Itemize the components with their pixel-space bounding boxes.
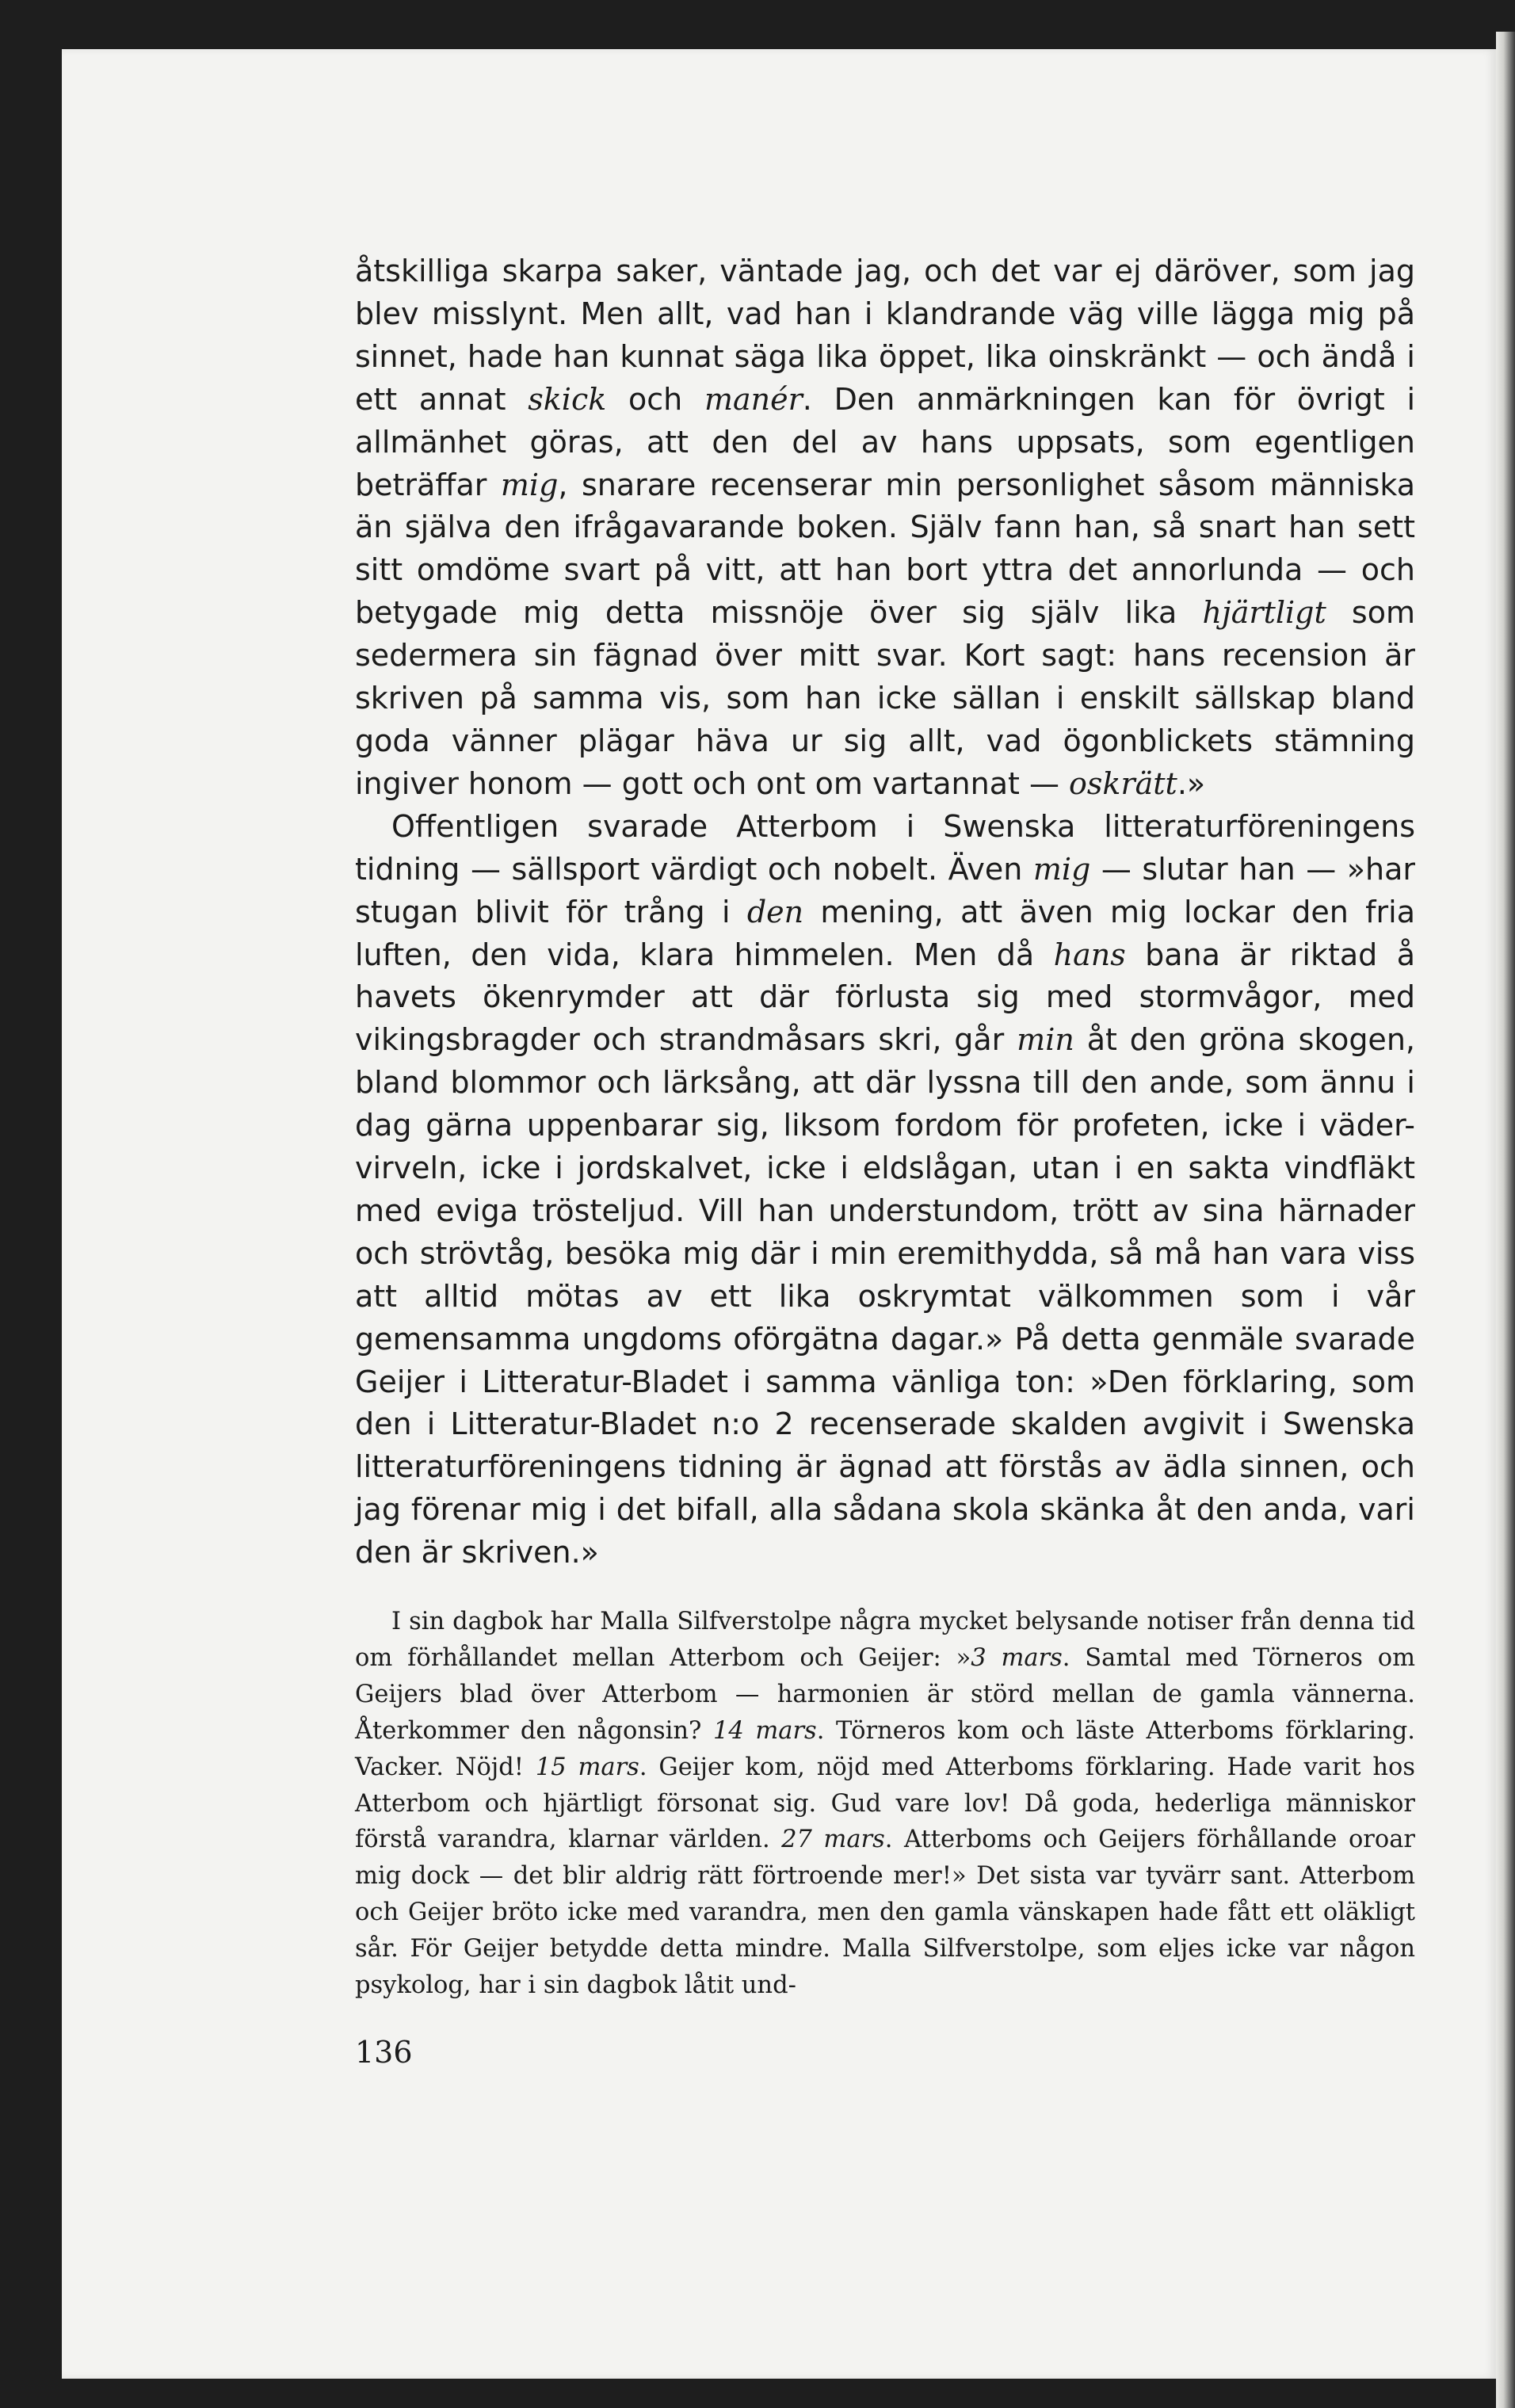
- footnote-run-6: . Geijer kom, nöjd med Atterboms förklaring. Hade varit hos Atterbom och hjärtligt försonat sig. Gud vare lov! Då goda, hederliga människor förstå varandra, klarnar världen.: [355, 1753, 1416, 1854]
- page-number: 136: [355, 2035, 413, 2070]
- paragraph-1: [355, 250, 1415, 806]
- paragraph-2-run-6: bana är riktad å havets ökenrymder att där förlusta sig med stormvågor, med vikingsbragder och strandmåsars skri, går: [355, 937, 1415, 1058]
- paragraph-1-run-8: som sedermera sin fägnad över mitt svar. Kort sagt: hans recension är skriven på samma vis, som han icke sällan i enskilt sällskap bland goda vänner plägar häva ur sig allt, vad ögonblickets stämning ingiver honom — gott och ont om vartannat —: [355, 595, 1415, 801]
- footnote-italic-5: 15 mars: [535, 1753, 639, 1781]
- footnote-run-8: . Atterboms och Geijers förhållande oroar mig dock — det blir aldrig rätt förtroende mer!» Det sista var tyvärr sant. Atterbom och Geijer bröto icke med varandra, men den gamla vänskapen hade fått ett oläkligt sår. För Geijer betydde detta mindre. Malla Silfverstolpe, som eljes icke var någon psykolog, har i sin dagbok låtit und-: [355, 1826, 1416, 2000]
- paragraph-1-run-0: åtskilliga skarpa saker, väntade jag, och det var ej däröver, som jag blev misslynt. Men allt, vad han i klandrande väg ville lägga mig på sinnet, hade han kunnat säga lika öppet, lika oinskränkt — och ändå i ett annat: [355, 254, 1415, 417]
- paragraph-2-italic-1: mig: [1032, 851, 1091, 887]
- footnote-run-4: . Törneros kom och läste Atterboms förklaring. Vacker. Nöjd!: [355, 1716, 1415, 1781]
- paragraph-1-italic-3: manér: [704, 381, 803, 417]
- footnote-run-2: . Samtal med Törneros om Geijers blad över Atterbom — harmonien är störd mellan de gamla vännerna. Återkommer den någonsin?: [355, 1643, 1415, 1745]
- paragraph-1-italic-7: hjärtligt: [1202, 595, 1326, 631]
- paragraph-2-italic-5: hans: [1053, 937, 1126, 972]
- paragraph-2-run-2: — slutar han — »har stugan blivit för trång i: [355, 851, 1415, 929]
- paragraph-1-run-6: , snarare recenserar min personlighet såsom människa än själva den ifrågavarande boken. Själv fann han, så snart han sett sitt omdöme svart på vitt, att han bort yttra det annorlunda — och betygade mig detta missnöje över sig själv lika: [355, 467, 1415, 631]
- footnote-run-0: I sin dagbok har Malla Silfverstolpe några mycket belysande notiser från denna tid om förhållandet mellan Atterbom och Geijer: »: [355, 1608, 1415, 1672]
- footnote-italic-1: 3 mars: [971, 1643, 1063, 1672]
- paragraph-1-italic-1: skick: [528, 381, 607, 417]
- page-edge: [1496, 32, 1515, 2408]
- footnote: [355, 1604, 1415, 2004]
- paragraph-1-italic-5: mig: [500, 467, 559, 502]
- paragraph-2-italic-3: den: [746, 894, 804, 929]
- footnote-italic-3: 14 mars: [712, 1716, 817, 1745]
- paragraph-2-run-0: Offentligen svarade Atterbom i Swenska litteraturföreningens tidning — sällsport värdigt och nobelt. Även: [355, 808, 1415, 887]
- main-text: [355, 250, 1415, 1574]
- footnote-italic-7: 27 mars: [781, 1826, 885, 1854]
- paragraph-1-run-10: .»: [1177, 765, 1206, 801]
- footnote-text: [355, 1604, 1415, 2004]
- paragraph-2-run-8: åt den gröna skogen, bland blommor och lärksång, att där lyssna till den ande, som ännu i dag gärna uppenbarar sig, liksom fordom för profeten, icke i väder-virveln, icke i jordskalvet, icke i eldslågan, utan i en sakta vindfläkt med eviga trösteljud. Vill han understundom, trött av sina härnader och strövtåg, besöka mig där i min eremithydda, så må han vara viss att alltid mötas av ett lika oskrymtat välkommen som i vår gemensamma ungdoms oförgätna dagar.» På detta genmäle svarade Geijer i Litteratur-Bladet i samma vänliga ton: »Den förklaring, som den i Litteratur-Bladet n:o 2 recenserade skalden avgivit i Swenska litteraturföreningens tidning är ägnad att förstås av ädla sinnen, och jag förenar mig i det bifall, alla sådana skola skänka åt den anda, vari den är skriven.»: [355, 1022, 1415, 1570]
- paragraph-2-run-4: mening, att även mig lockar den fria luften, den vida, klara himmelen. Men då: [355, 894, 1415, 972]
- paragraph-2-italic-7: min: [1017, 1022, 1074, 1058]
- paragraph-1-italic-9: oskrätt: [1069, 765, 1177, 801]
- paragraph-2: [355, 806, 1415, 1574]
- paragraph-1-run-2: och: [606, 381, 704, 417]
- paragraph-1-run-4: . Den anmärkningen kan för övrigt i allmänhet göras, att den del av hans uppsats, som egentligen beträffar: [355, 381, 1416, 502]
